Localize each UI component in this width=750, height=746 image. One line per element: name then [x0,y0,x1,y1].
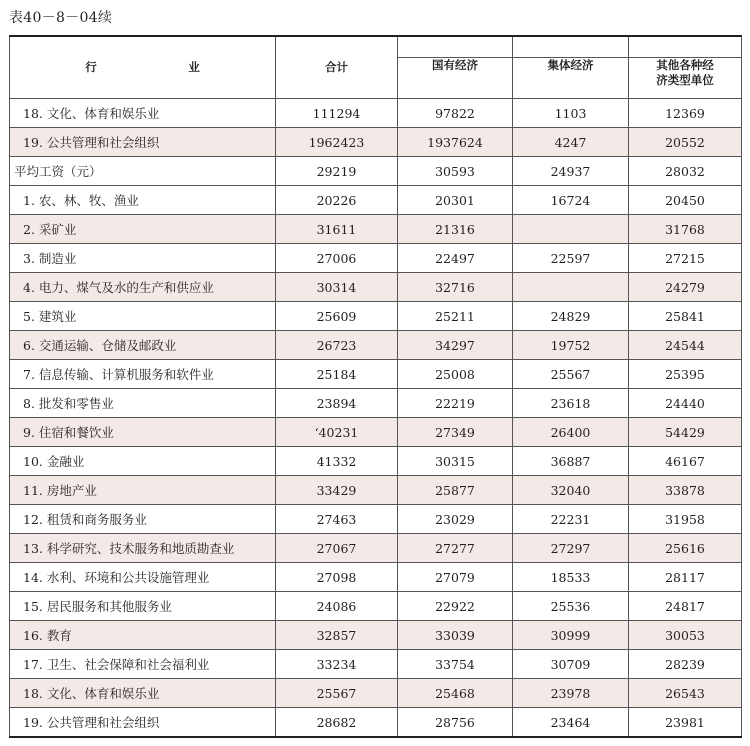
cell-state-owned: 25008 [398,360,513,389]
cell-state-owned: 1937624 [398,128,513,157]
cell-collective: 25567 [513,360,629,389]
cell-collective [513,215,629,244]
cell-other: 28239 [629,650,742,679]
cell-total: 29219 [276,157,398,186]
row-label: 19. 公共管理和社会组织 [10,708,276,738]
header-collective: 集体经济 [513,58,629,99]
row-label: 11. 房地产业 [10,476,276,505]
cell-other: 25616 [629,534,742,563]
cell-state-owned: 27349 [398,418,513,447]
table-row [10,157,742,186]
cell-collective: 22231 [513,505,629,534]
row-label: 18. 文化、体育和娱乐业 [10,99,276,128]
table-row [10,244,742,273]
row-label: 4. 电力、煤气及水的生产和供应业 [10,273,276,302]
cell-total: 23894 [276,389,398,418]
row-label: 6. 交通运输、仓储及邮政业 [10,331,276,360]
row-label: 18. 文化、体育和娱乐业 [10,679,276,708]
table-row [10,505,742,534]
cell-other: 12369 [629,99,742,128]
cell-collective: 23618 [513,389,629,418]
row-label: 19. 公共管理和社会组织 [10,128,276,157]
row-label: 10. 金融业 [10,447,276,476]
cell-other: 20450 [629,186,742,215]
cell-collective: 23464 [513,708,629,738]
cell-total: 28682 [276,708,398,738]
cell-state-owned: 21316 [398,215,513,244]
cell-collective: 18533 [513,563,629,592]
row-label: 平均工资（元） [10,157,276,186]
row-label: 5. 建筑业 [10,302,276,331]
cell-collective: 30999 [513,621,629,650]
row-label: 7. 信息传输、计算机服务和软件业 [10,360,276,389]
row-label: 17. 卫生、社会保障和社会福利业 [10,650,276,679]
header-industry: 行 业 [10,36,276,99]
cell-state-owned: 33754 [398,650,513,679]
cell-total: 1962423 [276,128,398,157]
cell-state-owned: 22497 [398,244,513,273]
cell-other: 31768 [629,215,742,244]
table-row [10,360,742,389]
table-row [10,447,742,476]
cell-state-owned: 28756 [398,708,513,738]
row-label: 8. 批发和零售业 [10,389,276,418]
cell-other: 23981 [629,708,742,738]
cell-total: 25184 [276,360,398,389]
table-row [10,679,742,708]
table-row [10,215,742,244]
cell-total: 41332 [276,447,398,476]
table-row [10,331,742,360]
cell-collective: 25536 [513,592,629,621]
cell-other: 28032 [629,157,742,186]
cell-other: 24817 [629,592,742,621]
cell-collective: 24829 [513,302,629,331]
cell-collective: 16724 [513,186,629,215]
table-row [10,621,742,650]
table-row [10,186,742,215]
table-row [10,418,742,447]
cell-total: 33234 [276,650,398,679]
table-row [10,650,742,679]
cell-total: ‘40231 [276,418,398,447]
cell-state-owned: 27277 [398,534,513,563]
table-row [10,273,742,302]
cell-state-owned: 25211 [398,302,513,331]
header-other: 其他各种经济类型单位 [629,58,742,99]
cell-total: 31611 [276,215,398,244]
cell-other: 20552 [629,128,742,157]
header-state-owned: 国有经济 [398,58,513,99]
row-label: 3. 制造业 [10,244,276,273]
cell-collective: 22597 [513,244,629,273]
cell-state-owned: 20301 [398,186,513,215]
cell-total: 24086 [276,592,398,621]
table-row [10,476,742,505]
cell-collective: 32040 [513,476,629,505]
cell-collective: 4247 [513,128,629,157]
header-spacer [513,36,629,58]
row-label: 1. 农、林、牧、渔业 [10,186,276,215]
row-label: 9. 住宿和餐饮业 [10,418,276,447]
cell-total: 32857 [276,621,398,650]
header-total: 合计 [276,36,398,99]
cell-other: 24279 [629,273,742,302]
table-caption: 表40－8－04续 [9,10,113,26]
cell-state-owned: 25468 [398,679,513,708]
cell-collective: 1103 [513,99,629,128]
cell-total: 27067 [276,534,398,563]
row-label: 15. 居民服务和其他服务业 [10,592,276,621]
cell-state-owned: 27079 [398,563,513,592]
cell-state-owned: 30315 [398,447,513,476]
cell-collective: 36887 [513,447,629,476]
cell-total: 33429 [276,476,398,505]
cell-other: 25841 [629,302,742,331]
row-label: 13. 科学研究、技术服务和地质勘查业 [10,534,276,563]
cell-other: 31958 [629,505,742,534]
table-header [10,36,742,99]
cell-state-owned: 34297 [398,331,513,360]
header-spacer [629,36,742,58]
cell-collective: 27297 [513,534,629,563]
cell-state-owned: 30593 [398,157,513,186]
cell-state-owned: 22922 [398,592,513,621]
cell-other: 28117 [629,563,742,592]
cell-collective: 26400 [513,418,629,447]
cell-other: 24544 [629,331,742,360]
table-row [10,708,742,738]
cell-collective: 23978 [513,679,629,708]
cell-state-owned: 23029 [398,505,513,534]
cell-total: 27006 [276,244,398,273]
table-row [10,534,742,563]
cell-state-owned: 33039 [398,621,513,650]
table-body [10,99,742,738]
wage-table [9,35,742,738]
cell-total: 111294 [276,99,398,128]
table-row [10,592,742,621]
cell-collective: 24937 [513,157,629,186]
cell-collective: 19752 [513,331,629,360]
cell-state-owned: 97822 [398,99,513,128]
cell-other: 24440 [629,389,742,418]
row-label: 12. 租赁和商务服务业 [10,505,276,534]
cell-other: 26543 [629,679,742,708]
cell-collective [513,273,629,302]
table-row [10,563,742,592]
table-row [10,302,742,331]
cell-total: 27463 [276,505,398,534]
header-spacer [398,36,513,58]
cell-other: 27215 [629,244,742,273]
cell-other: 25395 [629,360,742,389]
cell-other: 30053 [629,621,742,650]
cell-total: 25567 [276,679,398,708]
cell-state-owned: 22219 [398,389,513,418]
table-row [10,128,742,157]
table-row [10,99,742,128]
cell-total: 25609 [276,302,398,331]
cell-other: 33878 [629,476,742,505]
cell-total: 30314 [276,273,398,302]
row-label: 14. 水利、环境和公共设施管理业 [10,563,276,592]
row-label: 2. 采矿业 [10,215,276,244]
cell-total: 26723 [276,331,398,360]
cell-collective: 30709 [513,650,629,679]
cell-state-owned: 32716 [398,273,513,302]
row-label: 16. 教育 [10,621,276,650]
table-row [10,389,742,418]
cell-state-owned: 25877 [398,476,513,505]
cell-total: 27098 [276,563,398,592]
cell-other: 54429 [629,418,742,447]
cell-total: 20226 [276,186,398,215]
cell-other: 46167 [629,447,742,476]
